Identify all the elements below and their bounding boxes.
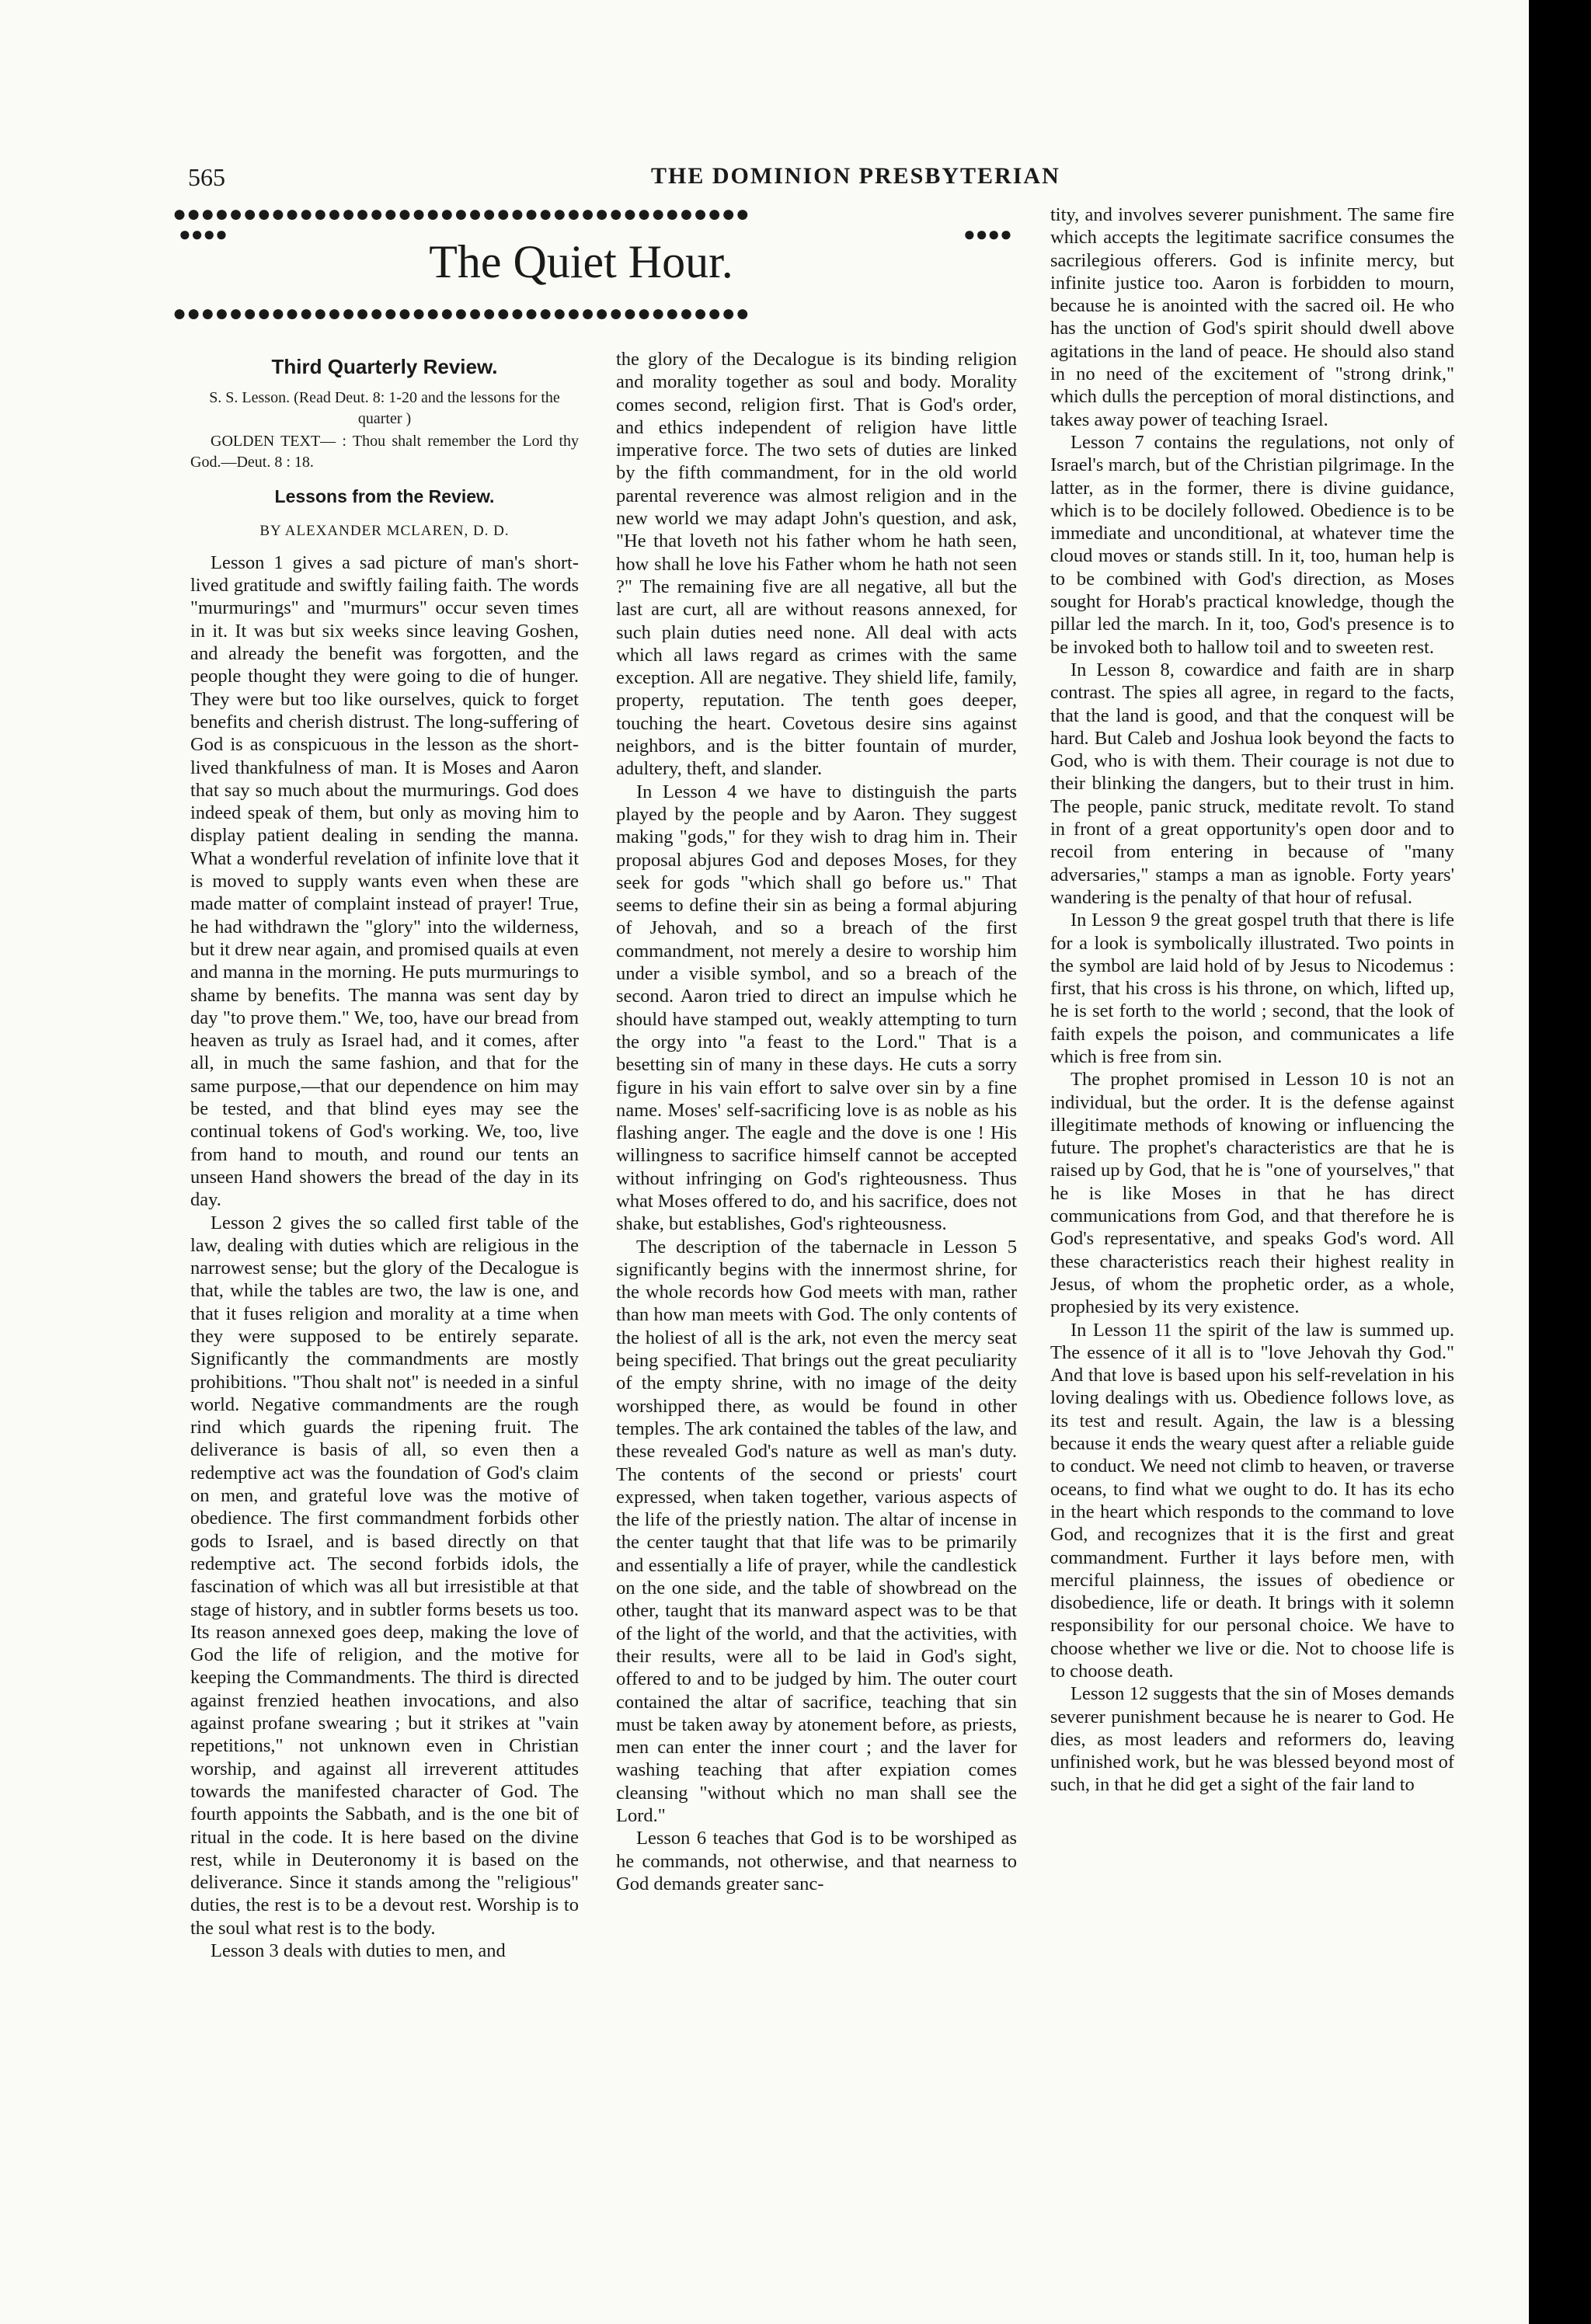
article-subheading: Lessons from the Review. [274, 486, 495, 507]
section-title: The Quiet Hour. [429, 236, 733, 287]
paragraph: the glory of the Decalogue is its binding religion and morality together as soul and body. Morality comes second, religion first. That is God's order, and ethics independent of religion have little imperative force. The two sets of duties are linked by the fifth commandment, for in the old world parental reverence was almost religion and in the new world we may adapt John's question, and ask, "He that loveth not his father whom he hath seen, how shall he love his Father whom he hath not seen ?" The remaining five are all negative, all but the last are curt, all are without reasons annexed, for such plain duties need none. All deal with acts which all laws regard as crimes with the same exception. All are negative. They shield life, family, property, reputation. The tenth goes deeper, touching the heart. Covetous desire sins against neighbors, and is the bitter fountain of murder, adultery, theft, and slander. [616, 349, 1017, 780]
paragraph: In Lesson 9 the great gospel truth that there is life for a look is symbolically illustrated. Two points in the symbol are laid hold of by Jesus to Nicodemus : first, that his cross is his throne, on which, lifted up, he is set forth to the world ; second, that the look of faith expels the poison, and communicates a life which is free from sin. [1050, 910, 1454, 1067]
dot-border-bottom: ●●●●●●●●●●●●●●●●●●●●●●●●●●●●●●●●●●●●●●●●● [172, 301, 750, 326]
scan-edge-bar [1529, 0, 1591, 2324]
dot-border-right: ●●●● [963, 223, 1012, 245]
byline: BY ALEXANDER MCLAREN, D. D. [259, 522, 510, 539]
paragraph: The prophet promised in Lesson 10 is not an individual, but the order. It is the defense against illegitimate methods of knowing or influencing the future. The prophet's characteristics are that he is raised up by God, that he is "one of yourselves," that he is like Moses in that he has direct communications from God, and that therefore he is God's representative, and speaks God's word. All these characteristics reach their highest reality in Jesus, of whom the prophetic order, as a whole, prophesied by its very existence. [1050, 1069, 1454, 1318]
paragraph: Lesson 1 gives a sad picture of man's short-lived gratitude and swiftly failing faith. The words "murmurings" and "murmurs" occur seven times in it. It was but six weeks since leaving Goshen, and already the benefit was forgotten, and the people thought they were going to die of hunger. They were but too like ourselves, quick to forget benefits and cherish distrust. The long-suffering of God is as conspicuous in the lesson as the short-lived thankfulness of man. It is Moses and Aaron that say so much about the murmurings. God does indeed speak of them, but only as moving him to display patient dealing in sending the manna. What a wonderful revelation of infinite love that it is moved to supply wants even when these are made matter of complaint instead of prayer! True, he had withdrawn the "glory" into the wilderness, but it drew near again, and promised quails at even and manna in the morning. He puts murmurings to shame by benefits. The manna was sent day by day "to prove them." We, too, have our bread from heaven as truly as Israel had, and it comes, after all, in much the same fashion, and that for the same purpose,—that our dependence on him may be tested, and that blind eyes may see the continual tokens of God's working. We, too, live from hand to mouth, and round our tents an unseen Hand showers the bread of the day in its day. [190, 551, 579, 1211]
running-head: THE DOMINION PRESBYTERIAN [651, 163, 1060, 189]
paragraph: Lesson 7 contains the regulations, not only of Israel's march, but of the Christian pilgrimage. In the latter, as in the former, there is divine guidance, which is to be docilely followed. Obedience is to be immediate and unconditional, at whatever time the cloud moves or stands still. In it, too, human help is to be combined with God's direction, as Moses sought for Horab's practical knowledge, though the pillar led the march. In it, too, God's presence is to be invoked both to hallow toil and to sweeten rest. [1050, 431, 1454, 658]
dot-border-top: ●●●●●●●●●●●●●●●●●●●●●●●●●●●●●●●●●●●●●●●●● [172, 201, 750, 227]
paragraph: In Lesson 11 the spirit of the law is summed up. The essence of it all is to "love Jehovah thy God." And that love is based upon his self-revelation in his loving dealings with us. Obedience follows love, as its test and result. Again, the law is a blessing because it ends the weary quest after a reliable guide to conduct. We need not climb to heaven, or traverse oceans, to find what we ought to do. It has its echo in the heart which responds to the command to love God, and recognizes that it is the first and great commandment. Further it lays before men, with merciful plainness, the issues of obedience or disobedience, life or death. It brings with it solemn responsibility for our personal choice. We have to choose whether we live or die. Not to choose life is to choose death. [1050, 1319, 1454, 1682]
paragraph: In Lesson 4 we have to distinguish the parts played by the people and by Aaron. They suggest making "gods," for they wish to drag him in. Their proposal abjures God and deposes Moses, for they seek for gods "which shall go before us." That seems to define their sin as being a formal abjuring of Jehovah, and so a breach of the first commandment, not merely a desire to worship him under a visible symbol, and so a breach of the second. Aaron tried to direct an impulse which he should have stamped out, weakly attempting to turn the orgy into "a feast to the Lord." That is a besetting sin of many in these days. He cuts a sorry figure in his vain effort to salve over sin by a fine name. Moses' self-sacrificing love is as noble as his flashing anger. The eagle and the dove is one ! His willingness to sacrifice himself cannot be accepted without infringing on God's righteousness. Thus what Moses offered to do, and his sacrifice, does not shake, but establishes, God's righteousness. [616, 781, 1017, 1235]
paragraph: In Lesson 8, cowardice and faith are in sharp contrast. The spies all agree, in regard to the facts, that the land is good, and that the conquest will be hard. But Caleb and Joshua look beyond the facts to God, who is with them. Their courage is not due to their blinking the dangers, but to their trust in him. The people, panic struck, meditate revolt. To stand in front of a great opportunity's open door and to recoil from entering in because of "many adversaries," stamps a man as ignoble. Forty years' wandering is the penalty of that hour of refusal. [1050, 659, 1454, 908]
paragraph: Lesson 2 gives the so called first table of the law, dealing with duties which are religious in the narrowest sense; but the glory of the Decalogue is that, while the tables are two, the law is one, and that it fuses religion and morality at a time when they were supposed to be entirely separate. Significantly the commandments are mostly prohibitions. "Thou shalt not" is needed in a sinful world. Negative commandments are the rough rind which guards the ripening fruit. The deliverance is basis of all, so even then a redemptive act was the foundation of God's claim on men, and grateful love was the motive of obedience. The first commandment forbids other gods to Israel, and is based directly on that redemptive act. The second forbids idols, the fascination of which was all but irresistible at that stage of history, and in subtler forms besets us too. Its reason annexed goes deep, making the love of God the life of religion, and the motive for keeping the Commandments. The third is directed against frenzied heathen invocations, and also against profane swearing ; but it strikes at "vain repetitions," not unknown even in Christian worship, and against all irreverent attitudes towards the manifested character of God. The fourth appoints the Sabbath, and is the one bit of ritual in the code. It is here based on the divine rest, while in Deuteronomy it is based on the deliverance. Since it stands among the "religious" duties, the rest is to be a devout rest. Worship is to the soul what rest is to the body. [190, 1212, 579, 1939]
paragraph: Lesson 12 suggests that the sin of Moses demands severer punishment because he is nearer to God. He dies, as most leaders and reformers do, leaving unfinished work, but he was blessed beyond most of such, in that he did get a sight of the fair land to [1050, 1683, 1454, 1796]
golden-text: GOLDEN TEXT— : Thou shalt remember the Lord thy God.—Deut. 8 : 18. [190, 433, 579, 471]
page-number: 565 [188, 163, 225, 191]
text-column-3 [1050, 204, 1454, 1797]
text-column-1 [190, 348, 579, 1962]
section-header-box [172, 198, 1012, 330]
paragraph: The description of the tabernacle in Lesson 5 significantly begins with the innermost shrine, for the whole records how God meets with man, rather than how man meets with God. The only contents of the holiest of all is the ark, not even the mercy seat being specified. That brings out the great peculiarity of the empty shrine, with no image of the deity worshipped there, as would be found in other temples. The ark contained the tables of the law, and these revealed God's nature as well as man's duty. The contents of the second or priests' court expressed, when taken together, various aspects of the life of the priestly nation. The altar of incense in the center taught that that life was to be primarily and essentially a life of prayer, while the candlestick on the one side, and the table of showbread on the other, taught that its manward aspect was to be that of the light of the world, and that the activities, with their results, were all to be laid in God's sight, offered to and to be judged by him. The outer court contained the altar of sacrifice, teaching that sin must be taken away by atonement before, as priests, men can enter the inner court ; and the laver for washing teaching that after expiation comes cleansing "without which no man shall see the Lord." [616, 1236, 1017, 1826]
paragraph: tity, and involves severer punishment. The same fire which accepts the legitimate sacrifice consumes the sacrilegious offerers. God is infinite mercy, but infinite justice too. Aaron is forbidden to mourn, because he is anointed with the sacred oil. He who has the unction of God's spirit should dwell above agitations in the land of peace. He should also stand in no need of the excitement of "strong drink," which dulls the perception of moral distinctions, and takes away power of teaching Israel. [1050, 204, 1454, 430]
text-column-2 [616, 348, 1017, 1895]
paragraph: Lesson 6 teaches that God is to be worshiped as he commands, not otherwise, and that nearness to God demands greater sanc- [616, 1828, 1017, 1894]
lesson-reference: S. S. Lesson. (Read Deut. 8: 1-20 and the lessons for the quarter ) [209, 389, 560, 428]
paragraph: Lesson 3 deals with duties to men, and [211, 1940, 506, 1961]
article-heading: Third Quarterly Review. [271, 355, 498, 378]
dot-border-left: ●●●● [179, 223, 228, 245]
